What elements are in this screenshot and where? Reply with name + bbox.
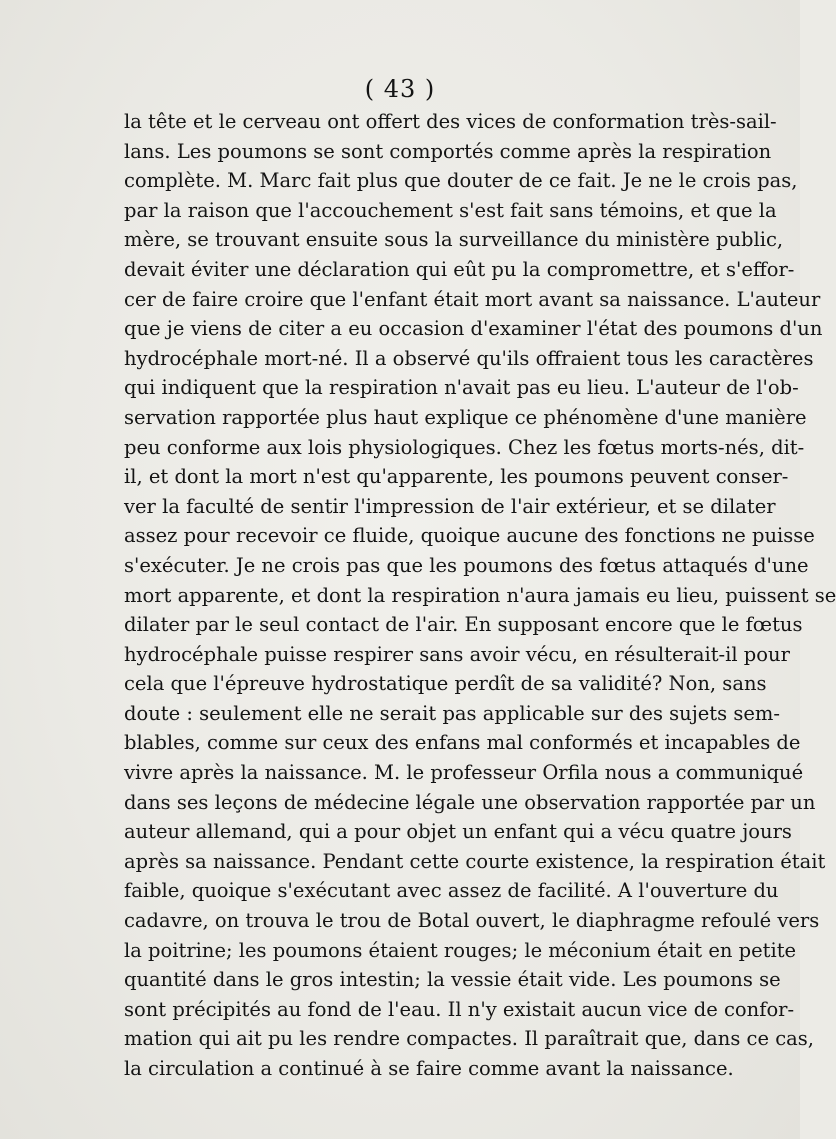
text-line: dans ses leçons de médecine légale une observation rapportée par un xyxy=(124,790,816,814)
text-line: complète. M. Marc fait plus que douter de ce fait. Je ne le crois pas, xyxy=(124,169,798,193)
text-line: mation qui ait pu les rendre compactes. Il paraîtrait que, dans ce cas, xyxy=(124,1027,814,1051)
text-line: blables, comme sur ceux des enfans mal conformés et incapables de xyxy=(124,731,801,755)
text-line: quantité dans le gros intestin; la vessie était vide. Les poumons se xyxy=(124,968,781,992)
text-line: peu conforme aux lois physiologiques. Chez les fœtus morts-nés, dit- xyxy=(124,435,805,459)
text-line: mère, se trouvant ensuite sous la surveillance du ministère public, xyxy=(124,228,784,252)
text-line: sont précipités au fond de l'eau. Il n'y existait aucun vice de confor- xyxy=(124,997,795,1021)
text-line: assez pour recevoir ce fluide, quoique aucune des fonctions ne puisse xyxy=(124,524,815,548)
text-line: cer de faire croire que l'enfant était mort avant sa naissance. L'auteur xyxy=(124,287,821,311)
text-line: il, et dont la mort n'est qu'apparente, les poumons peuvent conser- xyxy=(124,465,789,489)
text-line: auteur allemand, qui a pour objet un enfant qui a vécu quatre jours xyxy=(124,820,792,844)
text-line: par la raison que l'accouchement s'est fait sans témoins, et que la xyxy=(124,198,777,222)
text-line: cadavre, on trouva le trou de Botal ouvert, le diaphragme refoulé vers xyxy=(124,909,820,933)
text-line: doute : seulement elle ne serait pas applicable sur des sujets sem- xyxy=(124,701,780,725)
text-line: qui indiquent que la respiration n'avait pas eu lieu. L'auteur de l'ob- xyxy=(124,376,799,400)
text-line: après sa naissance. Pendant cette courte existence, la respiration était xyxy=(124,849,826,873)
text-line: hydrocéphale puisse respirer sans avoir vécu, en résulterait-il pour xyxy=(124,642,790,666)
text-line: hydrocéphale mort-né. Il a observé qu'ils offraient tous les caractères xyxy=(124,346,814,370)
text-line: cela que l'épreuve hydrostatique perdît de sa validité? Non, sans xyxy=(124,672,767,696)
text-line: mort apparente, et dont la respiration n'aura jamais eu lieu, puissent se xyxy=(124,583,836,607)
text-line: la tête et le cerveau ont offert des vices de conformation très-sail- xyxy=(124,110,777,133)
text-line: que je viens de citer a eu occasion d'examiner l'état des poumons d'un xyxy=(124,317,823,341)
text-line: dilater par le seul contact de l'air. En supposant encore que le fœtus xyxy=(124,613,803,637)
text-line: devait éviter une déclaration qui eût pu la compromettre, et s'effor- xyxy=(124,257,795,281)
text-line: ver la faculté de sentir l'impression de l'air extérieur, et se dilater xyxy=(124,494,776,518)
text-line: la poitrine; les poumons étaient rouges; le méconium était en petite xyxy=(124,938,797,962)
text-line: la circulation a continué à se faire comme avant la naissance. xyxy=(124,1057,734,1080)
text-line: lans. Les poumons se sont comportés comme après la respiration xyxy=(124,139,772,163)
text-line: vivre après la naissance. M. le professeur Orfila nous a communiqué xyxy=(124,761,804,785)
text-line: servation rapportée plus haut explique ce phénomène d'une manière xyxy=(124,405,807,429)
text-line: faible, quoique s'exécutant avec assez de facilité. A l'ouverture du xyxy=(124,879,779,903)
text-line: s'exécuter. Je ne crois pas que les poumons des fœtus attaqués d'une xyxy=(124,553,809,577)
body-text xyxy=(124,107,836,1084)
page-number: ( 43 ) xyxy=(364,75,436,103)
